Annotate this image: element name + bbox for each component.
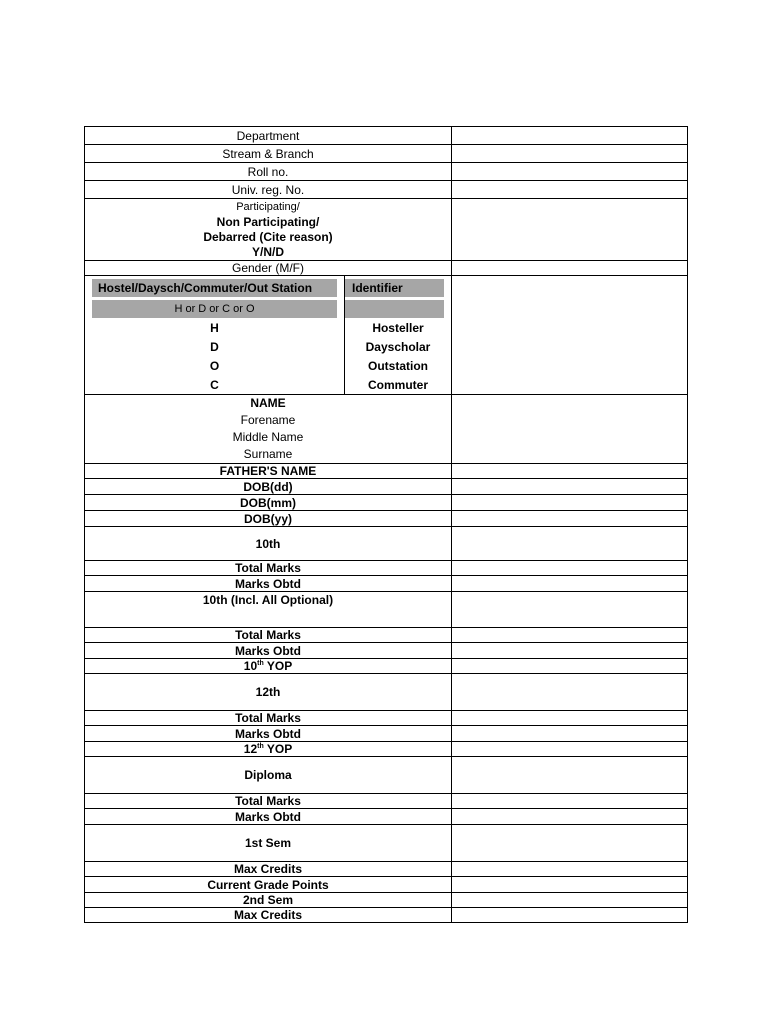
form-row-2nd-sem <box>85 893 688 908</box>
label-10th: 10th <box>85 527 452 561</box>
label-1st-sem: 1st Sem <box>85 825 452 862</box>
value-diploma-total-marks[interactable] <box>452 794 688 809</box>
label-gender: Gender (M/F) <box>85 261 452 276</box>
value-10th-yop[interactable] <box>452 659 688 674</box>
form-row-fathers-name <box>85 464 688 479</box>
residence-header-left: Hostel/Daysch/Commuter/Out Station <box>92 279 337 297</box>
label-10th-incl-optional: 10th (Incl. All Optional) <box>85 592 452 628</box>
value-10th-total-marks[interactable] <box>452 561 688 576</box>
form-row-10th-obtd <box>85 576 688 592</box>
form-row-dob-dd <box>85 479 688 495</box>
value-10th-marks-obtd[interactable] <box>452 576 688 592</box>
residence-code-row <box>85 337 451 356</box>
name-heading: NAME <box>250 396 286 410</box>
value-univ-reg-no[interactable] <box>452 181 688 199</box>
form-row-2nd-sem-max-credits <box>85 908 688 923</box>
residence-code: O <box>209 358 220 373</box>
form-row-1st-sem-grade-points <box>85 877 688 893</box>
value-12th-total-marks[interactable] <box>452 711 688 726</box>
value-1st-sem-max-credits[interactable] <box>452 862 688 877</box>
participating-line-4: Y/N/D <box>251 244 284 259</box>
value-fathers-name[interactable] <box>452 464 688 479</box>
student-info-form <box>84 126 688 923</box>
value-dob-dd[interactable] <box>452 479 688 495</box>
residence-code-row <box>85 356 451 375</box>
form-row-participating <box>85 199 688 261</box>
value-participating[interactable] <box>452 199 688 261</box>
value-diploma[interactable] <box>452 757 688 794</box>
label-diploma: Diploma <box>85 757 452 794</box>
residence-subheader: H or D or C or O <box>92 300 337 318</box>
residence-subheader-row <box>85 297 451 318</box>
form-row-12th <box>85 674 688 711</box>
residence-table <box>85 276 451 394</box>
label-10th-total-marks: Total Marks <box>85 561 452 576</box>
residence-header-row <box>85 276 451 297</box>
label-surname: Surname <box>243 447 293 461</box>
value-10th-incl-optional[interactable] <box>452 592 688 628</box>
label-univ-reg-no: Univ. reg. No. <box>85 181 452 199</box>
residence-header-right: Identifier <box>345 279 444 297</box>
form-row-dob-yy <box>85 511 688 527</box>
label-stream-branch: Stream & Branch <box>85 145 452 163</box>
residence-cell <box>85 276 452 395</box>
form-row-10th <box>85 527 688 561</box>
label-diploma-total-marks: Total Marks <box>85 794 452 809</box>
participating-line-1: Participating/ <box>236 200 300 213</box>
label-name <box>85 395 452 464</box>
form-row-residence <box>85 276 688 395</box>
label-1st-sem-max-credits: Max Credits <box>85 862 452 877</box>
form-row-10th-incl <box>85 592 688 628</box>
label-12th-marks-obtd: Marks Obtd <box>85 726 452 742</box>
value-12th-yop[interactable] <box>452 742 688 757</box>
label-dob-mm: DOB(mm) <box>85 495 452 511</box>
value-department[interactable] <box>452 127 688 145</box>
value-stream-branch[interactable] <box>452 145 688 163</box>
label-10th-incl-marks-obtd: Marks Obtd <box>85 643 452 659</box>
label-10th-incl-total-marks: Total Marks <box>85 628 452 643</box>
label-12th: 12th <box>85 674 452 711</box>
value-2nd-sem[interactable] <box>452 893 688 908</box>
label-forename: Forename <box>240 413 296 427</box>
form-row-stream-branch <box>85 145 688 163</box>
value-dob-mm[interactable] <box>452 495 688 511</box>
residence-code-label: Outstation <box>345 356 452 375</box>
residence-code: D <box>210 339 219 354</box>
label-10th-marks-obtd: Marks Obtd <box>85 576 452 592</box>
label-diploma-marks-obtd: Marks Obtd <box>85 809 452 825</box>
label-2nd-sem: 2nd Sem <box>85 893 452 908</box>
participating-line-2: Non Participating/ <box>216 214 320 229</box>
form-row-univ-reg-no <box>85 181 688 199</box>
form-row-12th-obtd <box>85 726 688 742</box>
form-row-roll-no <box>85 163 688 181</box>
form-row-diploma <box>85 757 688 794</box>
form-row-dob-mm <box>85 495 688 511</box>
label-2nd-sem-max-credits: Max Credits <box>85 908 452 923</box>
label-12th-total-marks: Total Marks <box>85 711 452 726</box>
value-diploma-marks-obtd[interactable] <box>452 809 688 825</box>
label-current-grade-points: Current Grade Points <box>85 877 452 893</box>
form-row-10th-incl-obtd <box>85 643 688 659</box>
form-row-12th-yop <box>85 742 688 757</box>
label-dob-dd: DOB(dd) <box>85 479 452 495</box>
value-10th[interactable] <box>452 527 688 561</box>
residence-code-label: Hosteller <box>345 318 452 337</box>
form-row-10th-total <box>85 561 688 576</box>
residence-code-label: Commuter <box>345 375 452 394</box>
residence-code-label: Dayscholar <box>345 337 452 356</box>
residence-code-row <box>85 318 451 337</box>
label-fathers-name: FATHER'S NAME <box>85 464 452 479</box>
value-roll-no[interactable] <box>452 163 688 181</box>
value-1st-sem[interactable] <box>452 825 688 862</box>
form-row-gender <box>85 261 688 276</box>
residence-code-row <box>85 375 451 394</box>
form-row-diploma-total <box>85 794 688 809</box>
label-12th-yop: 12th YOP <box>85 742 452 757</box>
form-row-1st-sem-max-credits <box>85 862 688 877</box>
value-dob-yy[interactable] <box>452 511 688 527</box>
form-row-diploma-obtd <box>85 809 688 825</box>
form-row-department <box>85 127 688 145</box>
label-dob-yy: DOB(yy) <box>85 511 452 527</box>
value-12th[interactable] <box>452 674 688 711</box>
value-2nd-sem-max-credits[interactable] <box>452 908 688 923</box>
label-middle-name: Middle Name <box>232 430 304 444</box>
value-10th-incl-total-marks[interactable] <box>452 628 688 643</box>
form-row-1st-sem <box>85 825 688 862</box>
value-gender[interactable] <box>452 261 688 276</box>
label-participating <box>85 199 452 261</box>
participating-line-3: Debarred (Cite reason) <box>203 229 333 244</box>
value-current-grade-points[interactable] <box>452 877 688 893</box>
residence-code: H <box>210 320 219 335</box>
value-10th-incl-marks-obtd[interactable] <box>452 643 688 659</box>
label-10th-yop: 10th YOP <box>85 659 452 674</box>
form-row-10th-yop <box>85 659 688 674</box>
value-name[interactable] <box>452 395 688 464</box>
form-row-12th-total <box>85 711 688 726</box>
value-residence[interactable] <box>452 276 688 395</box>
residence-code: C <box>210 377 219 392</box>
label-roll-no: Roll no. <box>85 163 452 181</box>
label-department: Department <box>85 127 452 145</box>
form-row-10th-incl-total <box>85 628 688 643</box>
value-12th-marks-obtd[interactable] <box>452 726 688 742</box>
form-row-name <box>85 395 688 464</box>
